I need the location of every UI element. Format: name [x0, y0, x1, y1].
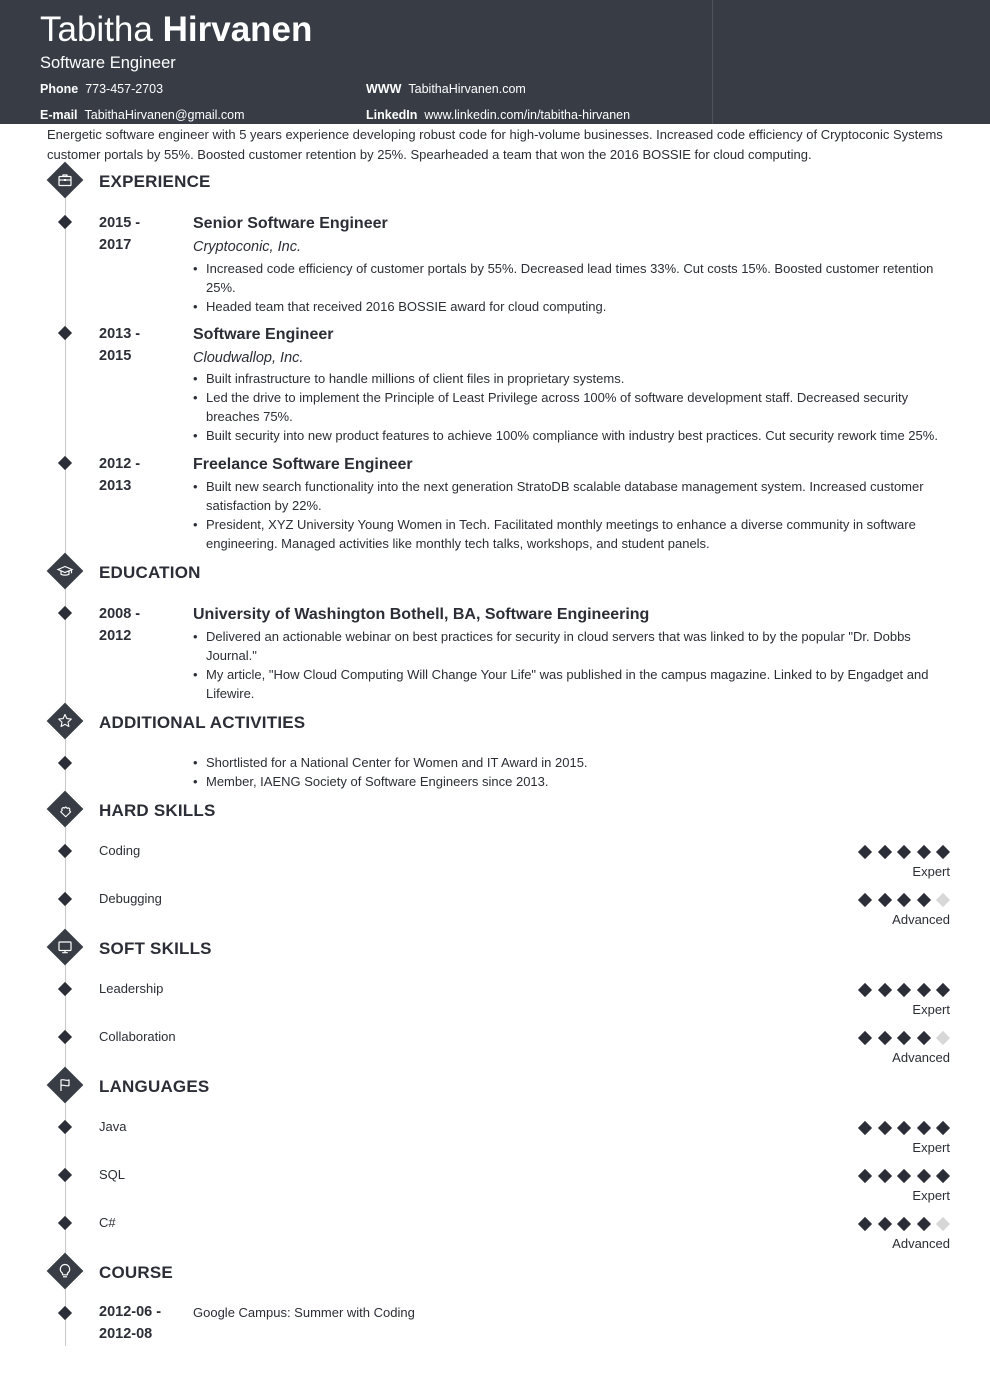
rating-diamond-filled	[877, 1169, 891, 1183]
timeline-dot	[58, 892, 72, 906]
rating-diamond-filled	[897, 1169, 911, 1183]
language-rating	[858, 1169, 952, 1183]
timeline-dot	[58, 456, 72, 470]
list-item: • Led the drive to implement the Principle of Least Privilege across 100% of software development staff. Decreased security breaches 75%.	[193, 388, 943, 426]
rating-diamond-filled	[877, 1121, 891, 1135]
job-date: 2013 - 2015	[99, 326, 141, 364]
rating-diamond-filled	[936, 983, 950, 997]
section-title-activities: ADDITIONAL ACTIVITIES	[99, 713, 306, 732]
course-name: Google Campus: Summer with Coding	[193, 1305, 415, 1320]
rating-diamond-filled	[897, 1217, 911, 1231]
skill-name: Leadership	[99, 981, 164, 996]
activities-bullets	[193, 753, 943, 791]
rating-diamond-filled	[858, 983, 872, 997]
header-divider	[712, 0, 713, 124]
education-bullets	[193, 627, 943, 703]
section-title-hard-skills: HARD SKILLS	[99, 801, 216, 820]
skill-level: Advanced	[892, 912, 950, 927]
rating-diamond-filled	[858, 1121, 872, 1135]
rating-diamond-filled	[877, 845, 891, 859]
skill-rating	[858, 1031, 952, 1045]
language-level: Advanced	[892, 1236, 950, 1251]
language-rating	[858, 1121, 952, 1135]
course-date: 2012-06 - 2012-08	[99, 1304, 162, 1342]
rating-diamond-filled	[877, 983, 891, 997]
rating-diamond-empty	[936, 893, 950, 907]
language-rating	[858, 1217, 952, 1231]
timeline-dot	[58, 1120, 72, 1134]
timeline-dot	[58, 606, 72, 620]
section-title-languages: LANGUAGES	[99, 1077, 210, 1096]
rating-diamond-filled	[858, 1169, 872, 1183]
timeline-dot	[58, 1168, 72, 1182]
rating-diamond-filled	[858, 1031, 872, 1045]
skill-level: Advanced	[892, 1050, 950, 1065]
list-item: • Increased code efficiency of customer portals by 55%. Decreased lead times 33%. Cut costs 15%. Boosted customer retention 25%.	[193, 259, 943, 297]
briefcase-icon	[47, 162, 83, 198]
rating-diamond-filled	[877, 1217, 891, 1231]
job-date: 2012 - 2013	[99, 456, 141, 494]
skill-level: Expert	[912, 1002, 950, 1017]
rating-diamond-filled	[858, 845, 872, 859]
list-item: • Delivered an actionable webinar on best practices for security in cloud servers that was linked to by the popular "Dr. Dobbs Journal."	[193, 627, 943, 665]
job-bullets	[193, 369, 943, 445]
contact-website[interactable]: WWW TabithaHirvanen.com	[366, 82, 526, 96]
rating-diamond-filled	[858, 893, 872, 907]
language-name: Java	[99, 1119, 127, 1134]
skill-rating	[858, 893, 952, 907]
section-title-soft-skills: SOFT SKILLS	[99, 939, 212, 958]
rating-diamond-empty	[936, 1031, 950, 1045]
skill-name: Coding	[99, 843, 141, 858]
list-item: • My article, "How Cloud Computing Will Change Your Life" was published in the campus magazine. Linked to by Engadget and Lifewire.	[193, 665, 943, 703]
skill-name: Collaboration	[99, 1029, 176, 1044]
list-item: • Built security into new product features to achieve 100% compliance with industry best practices. Cut security rework time 25%.	[193, 426, 943, 445]
candidate-name: Tabitha Hirvanen	[40, 10, 313, 49]
contact-linkedin[interactable]: LinkedIn www.linkedin.com/in/tabitha-hirvanen	[366, 108, 631, 122]
education-date: 2008 - 2012	[99, 606, 141, 644]
profile-summary: Energetic software engineer with 5 years experience developing robust code for high-volume businesses. Increased code efficiency of Cryptoconic Systems customer portals by 55%. Boosted customer retention by 25%. Spearheaded a team that won the 2016 BOSSIE for cloud computing.	[47, 127, 943, 162]
list-item: • Member, IAENG Society of Software Engineers since 2013.	[193, 772, 943, 791]
language-name: C#	[99, 1215, 116, 1230]
candidate-job-title: Software Engineer	[40, 54, 176, 72]
language-name: SQL	[99, 1167, 126, 1182]
puzzle-icon	[47, 791, 83, 827]
list-item: • President, XYZ University Young Women in Tech. Facilitated monthly meetings to enhance a diverse community in software engineering. Managed activities like monthly tech talks, workshops, and student panels.	[193, 515, 943, 553]
list-item: • Shortlisted for a National Center for Women and IT Award in 2015.	[193, 753, 943, 772]
rating-diamond-empty	[936, 1217, 950, 1231]
skill-rating	[858, 845, 952, 859]
rating-diamond-filled	[936, 1169, 950, 1183]
rating-diamond-filled	[916, 1031, 930, 1045]
contact-phone: Phone 773-457-2703	[40, 82, 164, 96]
job-role: Software Engineer	[193, 326, 334, 343]
rating-diamond-filled	[877, 1031, 891, 1045]
job-company: Cloudwallop, Inc.	[193, 350, 304, 366]
rating-diamond-filled	[897, 983, 911, 997]
section-title-experience: EXPERIENCE	[99, 172, 211, 191]
graduation-cap-icon	[47, 553, 83, 589]
list-item: • Built infrastructure to handle millions of client files in proprietary systems.	[193, 369, 943, 388]
timeline-dot	[58, 326, 72, 340]
flag-icon	[47, 1067, 83, 1103]
rating-diamond-filled	[897, 845, 911, 859]
rating-diamond-filled	[897, 1031, 911, 1045]
job-company: Cryptoconic, Inc.	[193, 239, 301, 255]
timeline-dot	[58, 756, 72, 770]
rating-diamond-filled	[897, 1121, 911, 1135]
rating-diamond-filled	[916, 983, 930, 997]
star-icon	[47, 703, 83, 739]
timeline-dot	[58, 1030, 72, 1044]
contact-email[interactable]: E-mail TabithaHirvanen@gmail.com	[40, 108, 245, 122]
timeline-dot	[58, 844, 72, 858]
rating-diamond-filled	[897, 893, 911, 907]
job-date: 2015 - 2017	[99, 215, 141, 253]
list-item: • Built new search functionality into the next generation StratoDB scalable database management system. Increased customer satisfaction by 22%.	[193, 477, 943, 515]
language-level: Expert	[912, 1188, 950, 1203]
rating-diamond-filled	[916, 1217, 930, 1231]
rating-diamond-filled	[858, 1217, 872, 1231]
section-title-education: EDUCATION	[99, 563, 201, 582]
rating-diamond-filled	[936, 845, 950, 859]
list-item: • Headed team that received 2016 BOSSIE award for cloud computing.	[193, 297, 943, 316]
timeline-dot	[58, 215, 72, 229]
timeline-dot	[58, 1216, 72, 1230]
section-title-course: COURSE	[99, 1263, 173, 1282]
job-bullets	[193, 477, 943, 553]
skill-rating	[858, 983, 952, 997]
language-level: Expert	[912, 1140, 950, 1155]
lightbulb-icon	[47, 1253, 83, 1289]
rating-diamond-filled	[877, 893, 891, 907]
rating-diamond-filled	[916, 845, 930, 859]
monitor-icon	[47, 929, 83, 965]
rating-diamond-filled	[916, 1169, 930, 1183]
education-degree: University of Washington Bothell, BA, Software Engineering	[193, 606, 650, 623]
rating-diamond-filled	[936, 1121, 950, 1135]
resume-header	[0, 0, 990, 124]
timeline-dot	[58, 982, 72, 996]
skill-name: Debugging	[99, 891, 162, 906]
timeline-dot	[58, 1306, 72, 1320]
job-bullets	[193, 259, 943, 316]
job-role: Senior Software Engineer	[193, 215, 388, 232]
skill-level: Expert	[912, 864, 950, 879]
rating-diamond-filled	[916, 893, 930, 907]
rating-diamond-filled	[916, 1121, 930, 1135]
job-role: Freelance Software Engineer	[193, 456, 413, 473]
